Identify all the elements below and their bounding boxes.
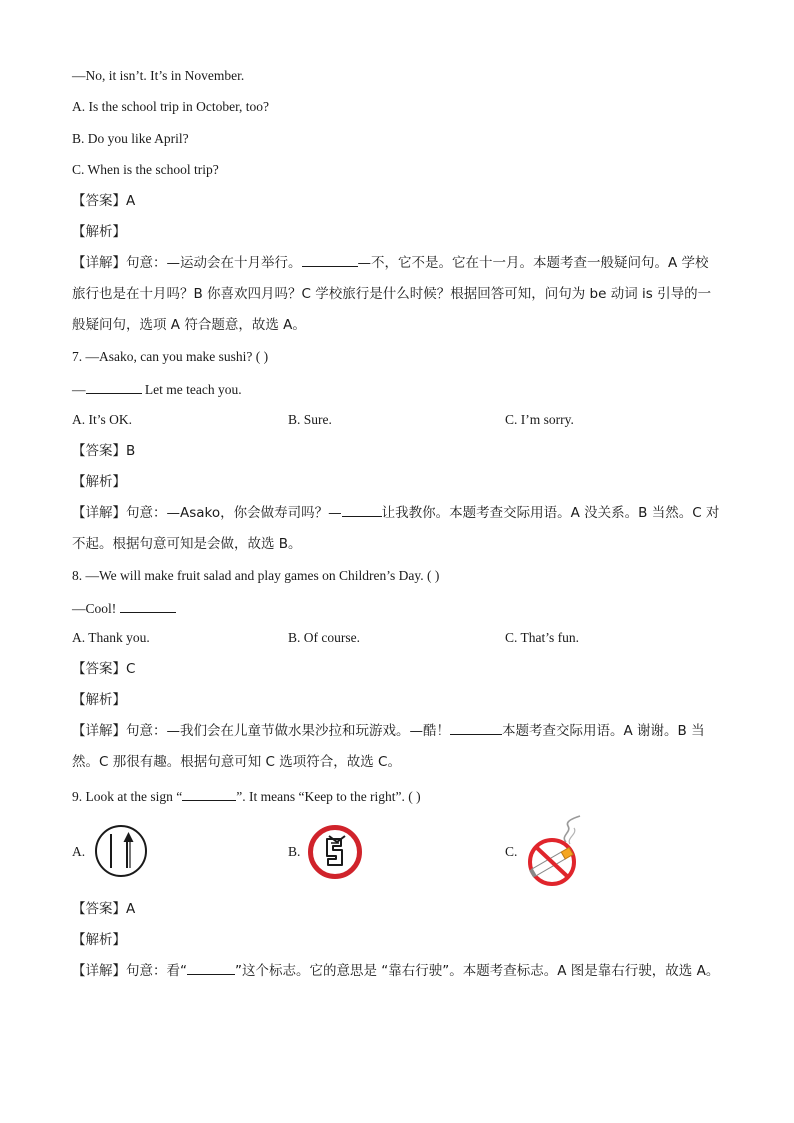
q9-detail-part2: ”这个标志。它的意思是 “靠右行驶”。本题考查标志。A 图是靠右行驶，故选 A。	[235, 963, 720, 979]
q6-analysis-heading: 【解析】	[72, 224, 126, 240]
q8-detail-blank	[450, 720, 502, 735]
q9-detail	[72, 956, 720, 987]
q7-detail-blank	[342, 502, 382, 517]
q7-reply-dash: —	[72, 382, 86, 397]
q9-option-c-label: C.	[505, 844, 518, 859]
q8-detail	[72, 716, 720, 778]
no-smoking-sign-icon	[522, 814, 590, 888]
q6-option-c: C. When is the school trip?	[72, 162, 219, 177]
q8-detail-part1: 【详解】句意：—我们会在儿童节做水果沙拉和玩游戏。—酷！	[72, 723, 450, 739]
q8-option-b: B. Of course.	[288, 630, 360, 645]
q7-option-c: C. I’m sorry.	[505, 412, 574, 427]
q9-option-b-label: B.	[288, 844, 301, 859]
q8-blank	[120, 598, 176, 613]
q8-reply	[72, 598, 176, 618]
q9-detail-part1: 【详解】句意：看“	[72, 963, 187, 979]
q6-detail-part1: 【详解】句意：—运动会在十月举行。	[72, 255, 302, 271]
q9-answer: 【答案】A	[72, 901, 136, 917]
q6-blank	[302, 252, 358, 267]
q9-blank	[182, 786, 236, 801]
q7-question: 7. —Asako, can you make sushi? ( )	[72, 349, 269, 364]
q6-detail	[72, 248, 720, 341]
q7-option-a: A. It’s OK.	[72, 412, 132, 427]
keep-right-sign-icon	[94, 824, 148, 878]
q9-question-part2: ”. It means “Keep to the right”. ( )	[236, 789, 421, 804]
q7-blank	[86, 379, 142, 394]
q9-analysis-heading: 【解析】	[72, 932, 126, 948]
q8-analysis-heading: 【解析】	[72, 692, 126, 708]
no-entry-sign-icon	[307, 824, 363, 880]
q8-answer: 【答案】C	[72, 661, 136, 677]
q9-question-part1: 9. Look at the sign “	[72, 789, 183, 804]
q7-reply	[72, 379, 242, 399]
q9-question	[72, 786, 421, 806]
q7-detail-part2: 让我教你。本题考查交际用语。A 没关系。B 当然。C 对不起。根据句意可知是会做，故选 B。	[72, 505, 720, 552]
q8-reply-text: —Cool!	[72, 601, 120, 616]
q7-analysis-heading: 【解析】	[72, 474, 126, 490]
q8-question: 8. —We will make fruit salad and play games on Children’s Day. ( )	[72, 568, 440, 583]
q9-detail-blank	[187, 960, 235, 975]
q6-answer: 【答案】A	[72, 193, 136, 209]
q9-option-a-label: A.	[72, 844, 86, 859]
q6-detail-part2: —不，它不是。它在十一月。本题考查一般疑问句。A 学校旅行也是在十月吗？B 你喜欢四月吗？C 学校旅行是什么时候？根据回答可知，问句为 be 动词 is 引导的一般疑问句，选项 A 符合题意，故选 A。	[72, 255, 712, 333]
q6-option-b: B. Do you like April?	[72, 131, 189, 146]
q8-option-a: A. Thank you.	[72, 630, 150, 645]
q8-option-c: C. That’s fun.	[505, 630, 579, 645]
q7-reply-rest: Let me teach you.	[141, 382, 242, 397]
q6-reply: —No, it isn’t. It’s in November.	[72, 68, 245, 83]
q7-option-b: B. Sure.	[288, 412, 332, 427]
q8-detail-part2: 本题考查交际用语。A 谢谢。B 当然。C 那很有趣。根据句意可知 C 选项符合，故选 C。	[72, 723, 705, 770]
q7-detail	[72, 498, 720, 560]
q6-option-a: A. Is the school trip in October, too?	[72, 99, 270, 114]
q7-answer: 【答案】B	[72, 443, 136, 459]
q7-detail-part1: 【详解】句意：—Asako，你会做寿司吗？—	[72, 505, 342, 521]
